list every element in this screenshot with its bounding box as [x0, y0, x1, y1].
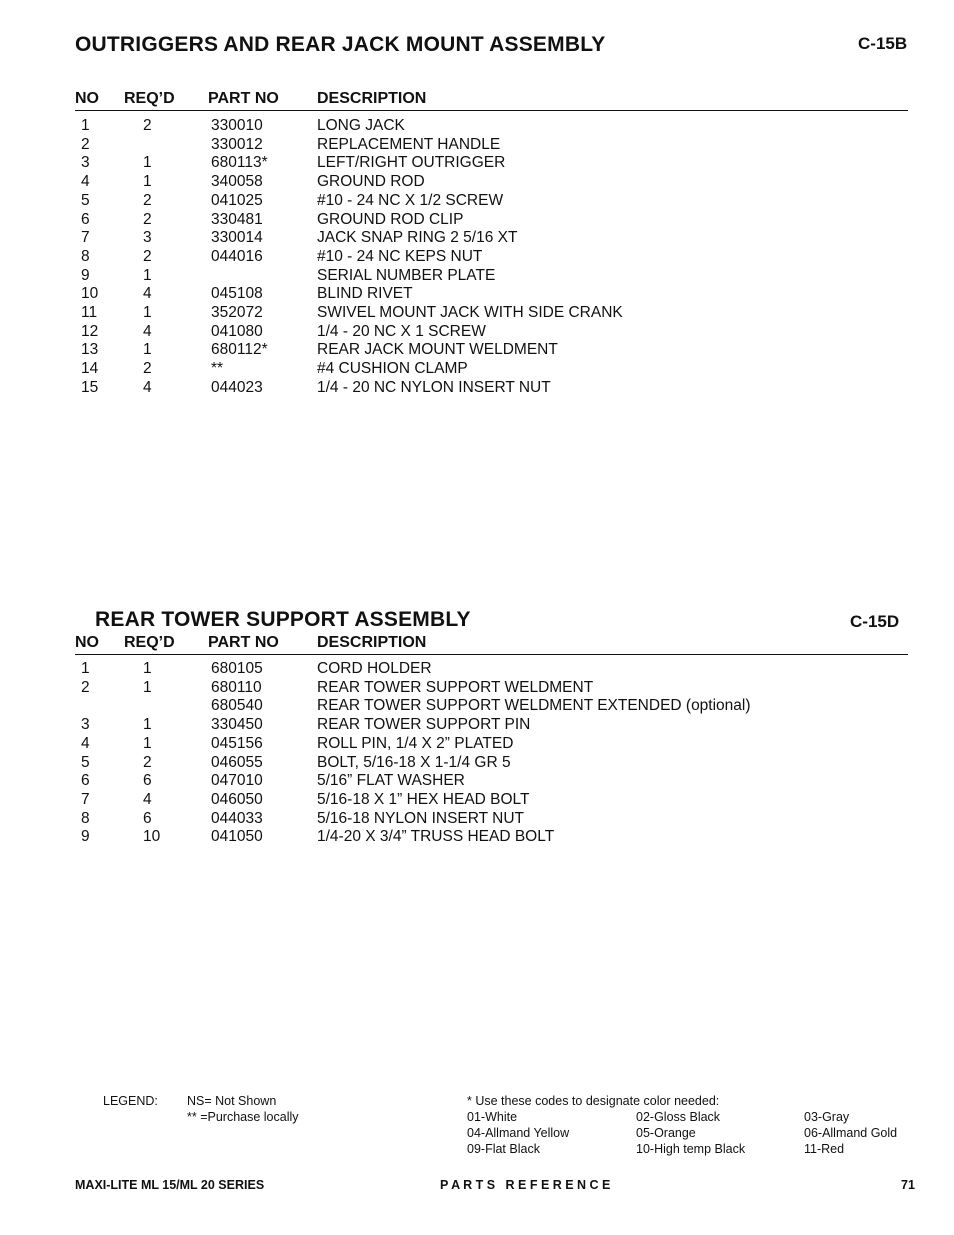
section-code-c15d: C-15D — [850, 612, 900, 631]
col-desc-header: DESCRIPTION — [317, 90, 427, 107]
table-row — [75, 211, 908, 230]
table-row — [75, 772, 908, 791]
part-description: REAR JACK MOUNT WELDMENT — [317, 341, 558, 359]
item-number: 10 — [81, 285, 99, 303]
legend-purchase-locally: ** =Purchase locally — [187, 1110, 299, 1124]
col-part-header: PART NO — [208, 634, 279, 651]
item-number: 9 — [81, 266, 90, 284]
part-description: BOLT, 5/16-18 X 1-1/4 GR 5 — [317, 753, 511, 771]
color-code: 11-Red — [804, 1142, 845, 1156]
table-row — [75, 697, 908, 716]
item-number: 4 — [81, 173, 90, 191]
quantity-required: 6 — [143, 809, 152, 827]
item-number: 8 — [81, 809, 90, 827]
quantity-required: 2 — [143, 117, 152, 134]
table-row — [75, 791, 908, 810]
col-req-header: REQ’D — [124, 90, 175, 107]
item-number: 13 — [81, 341, 99, 359]
table-row — [75, 173, 908, 192]
col-no-header: NO — [75, 634, 99, 651]
quantity-required: 10 — [143, 828, 161, 846]
table-row — [75, 248, 908, 267]
part-description: REAR TOWER SUPPORT PIN — [317, 716, 531, 734]
item-number: 14 — [81, 360, 99, 378]
part-description: 1/4 - 20 NC X 1 SCREW — [317, 322, 486, 340]
item-number: 1 — [81, 660, 90, 677]
table-row — [75, 154, 908, 173]
col-part-header: PART NO — [208, 90, 279, 107]
item-number: 11 — [81, 304, 98, 321]
table-row — [75, 117, 908, 136]
quantity-required: 1 — [143, 304, 152, 321]
part-description: SWIVEL MOUNT JACK WITH SIDE CRANK — [317, 304, 623, 321]
quantity-required: 2 — [143, 753, 152, 771]
part-number: 044016 — [211, 247, 263, 265]
part-description: 5/16” FLAT WASHER — [317, 772, 465, 790]
part-description: BLIND RIVET — [317, 285, 413, 303]
part-number: 041050 — [211, 828, 263, 846]
item-number: 7 — [81, 229, 90, 247]
color-code: 09-Flat Black — [467, 1142, 540, 1156]
part-number: 330012 — [211, 135, 263, 153]
part-description: 1/4-20 X 3/4” TRUSS HEAD BOLT — [317, 828, 555, 846]
table-row — [75, 285, 908, 304]
part-number: 340058 — [211, 173, 263, 191]
table-row — [75, 828, 908, 847]
quantity-required: 4 — [143, 790, 152, 808]
color-code: 10-High temp Black — [636, 1142, 746, 1156]
part-description: JACK SNAP RING 2 5/16 XT — [317, 229, 518, 247]
part-description: ROLL PIN, 1/4 X 2” PLATED — [317, 734, 514, 752]
table-row — [75, 136, 908, 155]
part-number: 330481 — [211, 210, 263, 228]
item-number: 6 — [81, 772, 90, 790]
table-row — [75, 267, 908, 286]
quantity-required: 6 — [143, 772, 152, 790]
quantity-required: 1 — [143, 734, 152, 752]
part-number: 041025 — [211, 191, 263, 209]
table-row — [75, 716, 908, 735]
footer-series: MAXI-LITE ML 15/ML 20 SERIES — [75, 1178, 265, 1192]
part-number: 046050 — [211, 790, 263, 808]
part-number: ** — [211, 360, 224, 378]
legend-label: LEGEND: — [103, 1094, 158, 1108]
item-number: 9 — [81, 828, 90, 846]
col-no-header: NO — [75, 90, 99, 107]
part-description: #4 CUSHION CLAMP — [317, 360, 468, 378]
part-description: LEFT/RIGHT OUTRIGGER — [317, 154, 506, 172]
item-number: 7 — [81, 790, 90, 808]
item-number: 15 — [81, 378, 99, 396]
item-number: 2 — [81, 135, 90, 153]
color-code: 03-Gray — [804, 1110, 850, 1124]
table-header-2 — [75, 634, 908, 655]
part-number: 330010 — [211, 117, 263, 134]
part-description: LONG JACK — [317, 117, 405, 134]
part-description: 5/16-18 X 1” HEX HEAD BOLT — [317, 790, 530, 808]
part-number: 680112* — [211, 341, 268, 359]
part-number: 045156 — [211, 734, 263, 752]
col-desc-header: DESCRIPTION — [317, 634, 427, 651]
part-number: 330014 — [211, 229, 263, 247]
quantity-required: 2 — [143, 191, 152, 209]
part-number: 680110 — [211, 678, 262, 696]
item-number: 12 — [81, 322, 99, 340]
quantity-required: 4 — [143, 285, 152, 303]
part-number: 044033 — [211, 809, 263, 827]
item-number: 4 — [81, 734, 90, 752]
part-description: #10 - 24 NC X 1/2 SCREW — [317, 191, 504, 209]
color-code: 01-White — [467, 1110, 518, 1124]
quantity-required: 2 — [143, 360, 152, 378]
table-row — [75, 379, 908, 398]
part-description: REPLACEMENT HANDLE — [317, 135, 501, 153]
part-number: 680540 — [211, 697, 263, 715]
part-description: GROUND ROD CLIP — [317, 210, 464, 228]
section-code-c15b: C-15B — [858, 34, 908, 53]
quantity-required: 4 — [143, 378, 152, 396]
item-number: 1 — [81, 117, 90, 134]
color-code: 06-Allmand Gold — [804, 1126, 898, 1140]
item-number: 3 — [81, 154, 90, 172]
color-code: 05-Orange — [636, 1126, 696, 1140]
legend-not-shown: NS= Not Shown — [187, 1094, 277, 1108]
quantity-required: 4 — [143, 322, 152, 340]
table-row — [75, 679, 908, 698]
part-description: REAR TOWER SUPPORT WELDMENT — [317, 678, 594, 696]
quantity-required: 1 — [143, 266, 152, 284]
part-description: 1/4 - 20 NC NYLON INSERT NUT — [317, 378, 551, 396]
part-description: 5/16-18 NYLON INSERT NUT — [317, 809, 525, 827]
section-title-outriggers: OUTRIGGERS AND REAR JACK MOUNT ASSEMBLY — [75, 33, 606, 56]
table-row — [75, 323, 908, 342]
section-title-rear-tower: REAR TOWER SUPPORT ASSEMBLY — [95, 608, 471, 631]
table-row — [75, 660, 908, 679]
color-code: 04-Allmand Yellow — [467, 1126, 570, 1140]
quantity-required: 1 — [143, 660, 152, 677]
item-number: 3 — [81, 716, 90, 734]
table-row — [75, 735, 908, 754]
part-description: CORD HOLDER — [317, 660, 432, 677]
color-code: 02-Gloss Black — [636, 1110, 721, 1124]
table-row — [75, 754, 908, 773]
item-number: 2 — [81, 678, 90, 696]
table-row — [75, 192, 908, 211]
quantity-required: 1 — [143, 154, 152, 172]
quantity-required: 1 — [143, 678, 152, 696]
quantity-required: 1 — [143, 341, 152, 359]
item-number: 8 — [81, 247, 90, 265]
part-number: 680113* — [211, 154, 268, 172]
part-number: 046055 — [211, 753, 263, 771]
quantity-required: 1 — [143, 173, 152, 191]
table-row — [75, 341, 908, 360]
quantity-required: 2 — [143, 210, 152, 228]
quantity-required: 1 — [143, 716, 152, 734]
part-description: #10 - 24 NC KEPS NUT — [317, 247, 483, 265]
part-number: 047010 — [211, 772, 263, 790]
table-header-1 — [75, 90, 908, 111]
part-number: 044023 — [211, 378, 263, 396]
part-description: GROUND ROD — [317, 173, 425, 191]
part-number: 330450 — [211, 716, 263, 734]
item-number: 5 — [81, 753, 90, 771]
table-row — [75, 360, 908, 379]
table-row — [75, 810, 908, 829]
item-number: 5 — [81, 191, 90, 209]
part-description: SERIAL NUMBER PLATE — [317, 266, 496, 284]
table-row — [75, 304, 908, 323]
part-description: REAR TOWER SUPPORT WELDMENT EXTENDED (optional) — [317, 697, 751, 715]
part-number: 352072 — [211, 304, 263, 321]
part-number: 045108 — [211, 285, 263, 303]
page-number: 71 — [901, 1178, 915, 1192]
table-row — [75, 229, 908, 248]
footer-parts-reference: P A R T S R E F E R E N C E — [440, 1178, 611, 1192]
part-number: 680105 — [211, 660, 263, 677]
quantity-required: 3 — [143, 229, 152, 247]
item-number: 6 — [81, 210, 90, 228]
quantity-required: 2 — [143, 247, 152, 265]
color-code-note: * Use these codes to designate color needed: — [467, 1094, 720, 1108]
col-req-header: REQ’D — [124, 634, 175, 651]
part-number: 041080 — [211, 322, 263, 340]
